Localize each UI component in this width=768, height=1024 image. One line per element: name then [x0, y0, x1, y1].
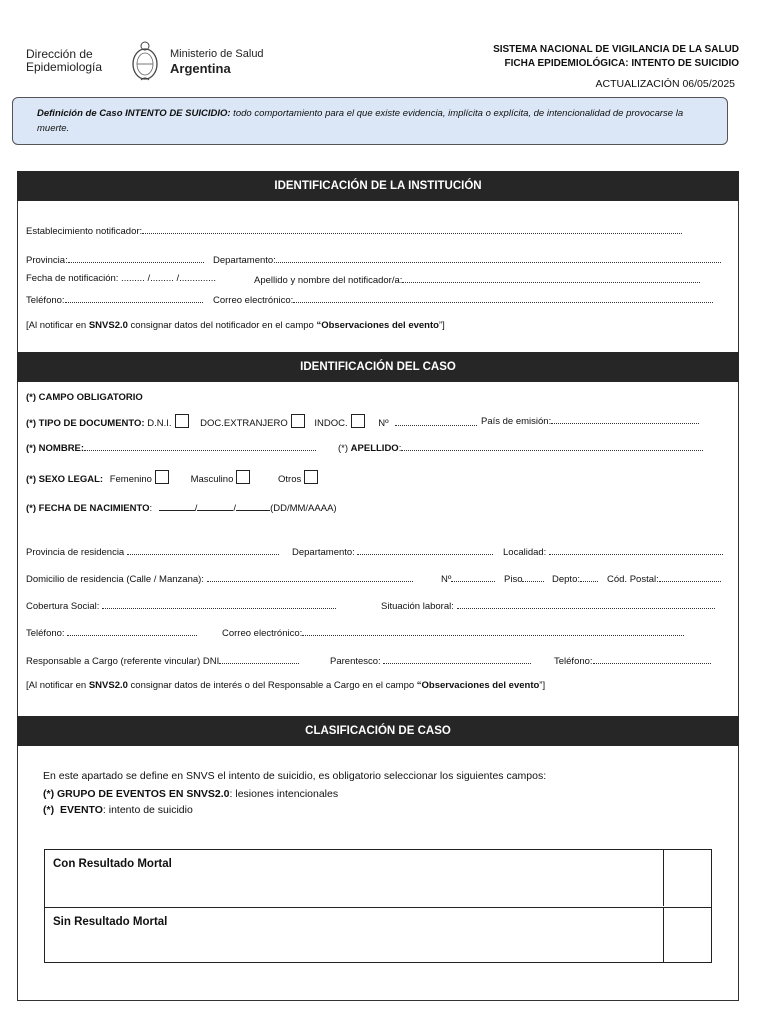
residence-department-label: Departamento:: [292, 547, 355, 558]
social-coverage-field[interactable]: [26, 599, 336, 612]
case-note-text: [Al notificar en: [26, 680, 89, 691]
others-checkbox[interactable]: [304, 470, 318, 484]
institution-note: [26, 320, 445, 331]
system-title: SISTEMA NACIONAL DE VIGILANCIA DE LA SALUD: [493, 44, 739, 55]
province-field[interactable]: [26, 253, 204, 266]
case-definition-box: [12, 97, 728, 145]
result-label-non-mortal: Sin Resultado Mortal: [53, 916, 168, 928]
note-text: [Al notificar en: [26, 320, 89, 331]
update-date: ACTUALIZACIÓN 06/05/2025: [595, 78, 735, 90]
note-end: ”]: [438, 320, 445, 331]
surname-label: APELLIDO: [350, 443, 399, 454]
male-label: Masculino: [190, 474, 234, 485]
system-title-block: [493, 43, 739, 71]
org-line1: Dirección de: [26, 47, 93, 61]
epidemiology-logo: [26, 48, 102, 74]
result-mortal-checkbox[interactable]: [663, 850, 711, 906]
result-label-mortal: Con Resultado Mortal: [53, 858, 172, 870]
section-header-institution: IDENTIFICACIÓN DE LA INSTITUCIÓN: [17, 171, 739, 201]
employment-status-field[interactable]: [381, 599, 715, 612]
guardian-phone-label: Teléfono:: [554, 656, 593, 667]
undocumented-label: INDOC.: [314, 418, 348, 429]
address-number-label: Nº: [441, 574, 452, 585]
case-note: [26, 680, 545, 691]
female-label: Femenino: [109, 474, 152, 485]
employment-status-label: Situación laboral:: [381, 601, 454, 612]
event-label-mark: (*): [43, 804, 55, 816]
org-line2: Epidemiología: [26, 60, 103, 74]
result-table: [44, 849, 712, 963]
residence-address-label: Domicilio de residencia (Calle / Manzana):: [26, 574, 204, 585]
floor-field[interactable]: [504, 572, 544, 585]
institution-phone-field[interactable]: [26, 293, 203, 306]
case-phone-field[interactable]: [26, 626, 197, 639]
document-type-row: [26, 414, 477, 429]
residence-province-field[interactable]: [26, 545, 279, 558]
ministry-line1: Ministerio de Salud: [170, 48, 264, 60]
guardian-dni-label: Responsable a Cargo (referente vincular) DNI: [26, 656, 220, 667]
dni-label: D.N.I.: [147, 418, 172, 429]
notifier-name-field[interactable]: [254, 273, 700, 286]
event-group-value: : lesiones intencionales: [229, 788, 339, 800]
event-line: [43, 804, 193, 816]
event-group-label: (*) GRUPO DE EVENTOS EN SNVS2.0: [43, 788, 230, 800]
department-field[interactable]: [213, 253, 721, 266]
floor-label: Piso: [504, 574, 523, 585]
residence-address-field[interactable]: [26, 572, 413, 585]
issue-country-label: País de emisión:: [481, 416, 552, 427]
dni-checkbox[interactable]: [175, 414, 189, 428]
address-number-field[interactable]: [441, 572, 495, 585]
others-label: Otros: [278, 474, 302, 485]
case-note-snvs: SNVS2.0: [88, 680, 128, 691]
institution-email-label: Correo electrónico:: [213, 295, 294, 306]
notification-date-field[interactable]: Fecha de notificación: ......... /......... /..............: [26, 273, 217, 284]
note-field: “Observaciones del evento: [316, 320, 439, 331]
social-coverage-label: Cobertura Social:: [26, 601, 100, 612]
case-email-label: Correo electrónico:: [222, 628, 303, 639]
note-text-mid: consignar datos del notificador en el campo: [127, 320, 317, 331]
event-value: : intento de suicidio: [102, 804, 193, 816]
document-number-input[interactable]: [395, 416, 477, 426]
postal-code-field[interactable]: [607, 572, 721, 585]
case-note-field: “Observaciones del evento: [416, 680, 540, 691]
kinship-label: Parentesco:: [330, 656, 381, 667]
province-label: Provincia:: [26, 255, 68, 266]
mandatory-field-note: (*) CAMPO OBLIGATORIO: [26, 392, 143, 403]
legal-sex-label: (*) SEXO LEGAL:: [26, 474, 104, 485]
male-checkbox[interactable]: [236, 470, 250, 484]
document-number-label: Nº: [378, 418, 389, 429]
birth-date-field[interactable]: (*) FECHA DE NACIMIENTO: / / (DD/MM/AAAA): [26, 503, 337, 514]
issue-country-field[interactable]: [481, 414, 699, 427]
result-non-mortal-checkbox[interactable]: [663, 908, 711, 963]
apartment-field[interactable]: [552, 572, 598, 585]
locality-label: Localidad:: [503, 547, 547, 558]
section-header-classification: CLASIFICACIÓN DE CASO: [17, 716, 739, 746]
residence-department-field[interactable]: [292, 545, 493, 558]
establishment-field[interactable]: [26, 224, 682, 237]
birth-date-format: (DD/MM/AAAA): [270, 503, 337, 514]
result-row-mortal: [45, 850, 711, 906]
case-note-text-mid: consignar datos de interés o del Responsable a Cargo en el campo: [127, 680, 417, 691]
ministry-logo: [170, 48, 264, 76]
name-label: (*) NOMBRE:: [26, 443, 85, 454]
establishment-label: Establecimiento notificador:: [26, 226, 143, 237]
result-row-non-mortal: [45, 907, 711, 963]
event-label: EVENTO: [59, 804, 103, 816]
birth-date-label: (*) FECHA DE NACIMIENTO: [26, 503, 150, 514]
document-type-label: (*) TIPO DE DOCUMENTO:: [26, 418, 145, 429]
case-phone-label: Teléfono:: [26, 628, 65, 639]
ministry-line2: Argentina: [170, 61, 231, 76]
locality-field[interactable]: [503, 545, 723, 558]
surname-mark: (*): [338, 443, 349, 454]
guardian-phone-field[interactable]: [554, 654, 711, 667]
institution-email-field[interactable]: [213, 293, 713, 306]
section-header-case: IDENTIFICACIÓN DEL CASO: [17, 352, 739, 382]
legal-sex-row: [26, 470, 321, 485]
name-field[interactable]: [26, 441, 316, 454]
case-email-field[interactable]: [222, 626, 684, 639]
apartment-label: Depto:: [552, 574, 580, 585]
case-note-end: ”]: [539, 680, 546, 691]
postal-code-label: Cód. Postal:: [607, 574, 659, 585]
classification-intro: En este apartado se define en SNVS el intento de suicidio, es obligatorio seleccionar los siguientes campos:: [43, 770, 547, 782]
form-title: FICHA EPIDEMIOLÓGICA: INTENTO DE SUICIDIO: [504, 58, 739, 69]
definition-label: Definición de Caso INTENTO DE SUICIDIO:: [37, 108, 231, 119]
kinship-field[interactable]: [330, 654, 531, 667]
guardian-dni-field[interactable]: [26, 654, 299, 667]
surname-field[interactable]: (*) APELLIDO:: [338, 441, 703, 454]
undocumented-checkbox[interactable]: [351, 414, 365, 428]
department-label: Departamento:: [213, 255, 276, 266]
foreign-doc-checkbox[interactable]: [291, 414, 305, 428]
foreign-doc-label: DOC.EXTRANJERO: [200, 418, 288, 429]
institution-phone-label: Teléfono:: [26, 295, 65, 306]
definition-text: todo comportamiento para el que existe evidencia, implícita o explícita, de intencionalidad de provocarse la muerte.: [37, 108, 684, 134]
note-snvs: SNVS2.0: [88, 320, 128, 331]
notifier-name-label: Apellido y nombre del notificador/a:: [254, 275, 403, 286]
national-seal-icon: [130, 38, 160, 84]
event-group-line: [43, 788, 338, 800]
female-checkbox[interactable]: [155, 470, 169, 484]
residence-province-label: Provincia de residencia: [26, 547, 125, 558]
